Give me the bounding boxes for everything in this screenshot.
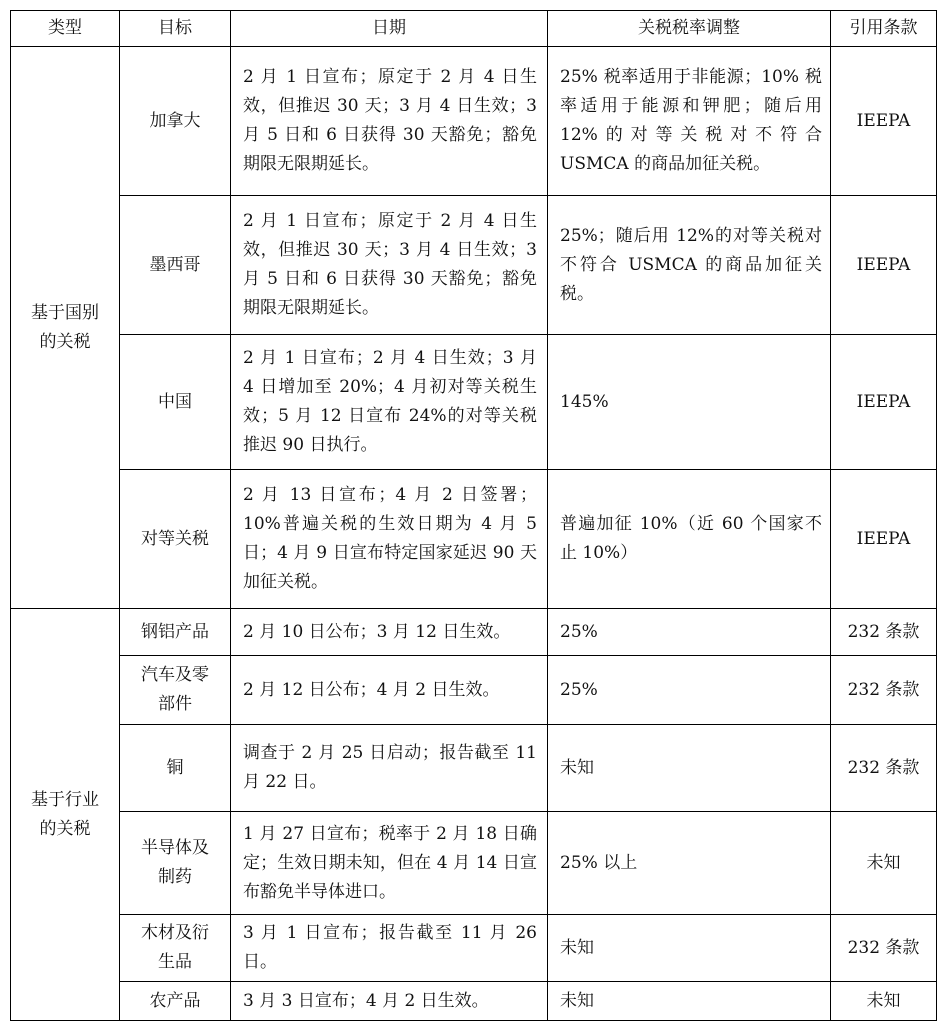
header-date: 日期 bbox=[231, 11, 548, 47]
header-target: 目标 bbox=[120, 11, 231, 47]
table-row bbox=[11, 725, 937, 812]
header-row bbox=[11, 11, 937, 47]
row-ref: IEEPA bbox=[831, 47, 937, 196]
table-row bbox=[11, 812, 937, 915]
row-ref: 232 条款 bbox=[831, 725, 937, 812]
row-ref: IEEPA bbox=[831, 335, 937, 470]
row-rate: 25% bbox=[548, 656, 831, 725]
row-ref: 未知 bbox=[831, 812, 937, 915]
row-date: 3 月 3 日宣布；4 月 2 日生效。 bbox=[231, 982, 548, 1021]
row-date: 1 月 27 日宣布；税率于 2 月 18 日确定；生效日期未知，但在 4 月 14 日宣布豁免半导体进口。 bbox=[231, 812, 548, 915]
header-type: 类型 bbox=[11, 11, 120, 47]
table-row bbox=[11, 196, 937, 335]
table-row bbox=[11, 982, 937, 1021]
row-rate: 未知 bbox=[548, 915, 831, 982]
table-row bbox=[11, 470, 937, 609]
row-target: 钢铝产品 bbox=[120, 609, 231, 656]
row-rate: 未知 bbox=[548, 982, 831, 1021]
row-target: 半导体及制药 bbox=[120, 812, 231, 915]
row-target: 加拿大 bbox=[120, 47, 231, 196]
row-rate: 普遍加征 10%（近 60 个国家不止 10%） bbox=[548, 470, 831, 609]
row-date: 2 月 1 日宣布；2 月 4 日生效；3 月 4 日增加至 20%；4 月初对等关税生效；5 月 12 日宣布 24%的对等关税推迟 90 日执行。 bbox=[231, 335, 548, 470]
row-rate: 25% 税率适用于非能源；10% 税率适用于能源和钾肥；随后用 12%的对等关税对不符合 USMCA 的商品加征关税。 bbox=[548, 47, 831, 196]
tariff-table-container bbox=[10, 10, 937, 1021]
row-date: 3 月 1 日宣布；报告截至 11 月 26 日。 bbox=[231, 915, 548, 982]
row-rate: 25% bbox=[548, 609, 831, 656]
row-target: 农产品 bbox=[120, 982, 231, 1021]
group-country: 基于国别的关税 bbox=[11, 47, 120, 609]
table-row bbox=[11, 335, 937, 470]
row-date: 2 月 1 日宣布；原定于 2 月 4 日生效，但推迟 30 天；3 月 4 日生效；3 月 5 日和 6 日获得 30 天豁免；豁免期限无限期延长。 bbox=[231, 47, 548, 196]
row-ref: 232 条款 bbox=[831, 609, 937, 656]
row-target: 铜 bbox=[120, 725, 231, 812]
row-target: 木材及衍生品 bbox=[120, 915, 231, 982]
header-ref: 引用条款 bbox=[831, 11, 937, 47]
row-date: 2 月 1 日宣布；原定于 2 月 4 日生效，但推迟 30 天；3 月 4 日生效；3 月 5 日和 6 日获得 30 天豁免；豁免期限无限期延长。 bbox=[231, 196, 548, 335]
row-target: 对等关税 bbox=[120, 470, 231, 609]
row-date: 调查于 2 月 25 日启动；报告截至 11 月 22 日。 bbox=[231, 725, 548, 812]
row-date: 2 月 13 日宣布；4 月 2 日签署；10%普遍关税的生效日期为 4 月 5 日；4 月 9 日宣布特定国家延迟 90 天加征关税。 bbox=[231, 470, 548, 609]
table-row bbox=[11, 609, 937, 656]
row-rate: 25% 以上 bbox=[548, 812, 831, 915]
row-date: 2 月 10 日公布；3 月 12 日生效。 bbox=[231, 609, 548, 656]
row-ref: 未知 bbox=[831, 982, 937, 1021]
row-rate: 25%；随后用 12%的对等关税对不符合 USMCA 的商品加征关税。 bbox=[548, 196, 831, 335]
row-ref: IEEPA bbox=[831, 470, 937, 609]
table-row bbox=[11, 656, 937, 725]
row-ref: 232 条款 bbox=[831, 656, 937, 725]
table-row bbox=[11, 915, 937, 982]
header-rate: 关税税率调整 bbox=[548, 11, 831, 47]
row-target: 汽车及零部件 bbox=[120, 656, 231, 725]
row-rate: 145% bbox=[548, 335, 831, 470]
row-target: 中国 bbox=[120, 335, 231, 470]
row-target: 墨西哥 bbox=[120, 196, 231, 335]
table-row bbox=[11, 47, 937, 196]
row-date: 2 月 12 日公布；4 月 2 日生效。 bbox=[231, 656, 548, 725]
tariff-table bbox=[10, 10, 937, 1021]
row-rate: 未知 bbox=[548, 725, 831, 812]
row-ref: 232 条款 bbox=[831, 915, 937, 982]
row-ref: IEEPA bbox=[831, 196, 937, 335]
group-industry: 基于行业的关税 bbox=[11, 609, 120, 1021]
